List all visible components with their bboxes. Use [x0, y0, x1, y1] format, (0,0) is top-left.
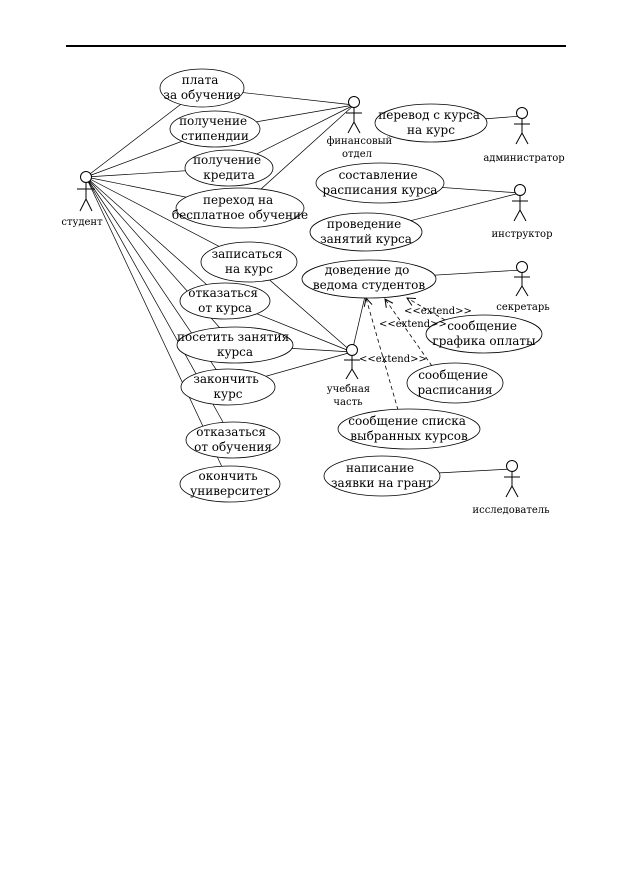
extend-label-timetable: <<extend>> — [379, 319, 447, 330]
use-case-attend-course — [177, 327, 293, 363]
stick-figure-icon — [504, 461, 520, 498]
actor-label-secretary: секретарь — [496, 302, 550, 313]
actor-admin — [483, 108, 564, 165]
use-case-enroll-course — [201, 242, 297, 282]
use-case-credit — [185, 150, 273, 186]
actor-researcher — [472, 461, 550, 517]
use-case-label: плата за обучение — [163, 73, 241, 102]
use-case-label: окончить университет — [190, 469, 270, 498]
use-case-label: посетить занятия курса — [177, 330, 290, 359]
extend-label-pay-schedule: <<extend>> — [404, 306, 472, 317]
actor-label-academic: учебная часть — [326, 384, 371, 408]
use-case-label: получение кредита — [193, 153, 262, 182]
use-case-finish-course — [181, 369, 275, 405]
use-case-graduate — [180, 466, 280, 502]
stick-figure-icon — [514, 262, 530, 297]
use-case-grant — [324, 456, 440, 496]
extend-label-course-list: <<extend>> — [359, 354, 427, 365]
use-case-label: перевод с курса на курс — [378, 108, 480, 137]
use-case-schedule — [316, 163, 444, 203]
use-case-label: получение стипендии — [179, 114, 249, 143]
use-case-label: проведение занятий курса — [320, 217, 412, 246]
use-case-label: сообщение графика оплаты — [432, 319, 536, 348]
use-case-notify-students — [302, 260, 436, 298]
use-case-label: составление расписания курса — [322, 168, 438, 197]
use-case-label: закончить курс — [193, 372, 259, 401]
use-case-timetable — [407, 363, 503, 403]
actor-label-student: студент — [61, 217, 103, 228]
use-case-free-education — [172, 188, 308, 228]
use-case-tuition — [160, 69, 244, 107]
use-case-teach — [310, 213, 422, 251]
use-case-label: записаться на курс — [211, 247, 283, 276]
stick-figure-icon — [514, 108, 530, 145]
stick-figure-icon — [344, 345, 360, 380]
actor-secretary — [496, 262, 550, 314]
actor-label-instructor: инструктор — [491, 229, 553, 240]
actor-label-researcher: исследователь — [472, 505, 550, 516]
actor-label-admin: администратор — [483, 153, 565, 164]
use-case-label: написание заявки на грант — [330, 461, 434, 490]
use-case-course-list — [338, 409, 480, 449]
use-case-drop-course — [180, 283, 270, 319]
use-case-drop-study — [186, 422, 280, 458]
use-case-label: отказаться от обучения — [194, 425, 272, 454]
use-case-transfer — [375, 104, 487, 142]
stick-figure-icon — [512, 185, 528, 222]
actor-instructor — [492, 185, 553, 241]
use-case-label: сообщение расписания — [417, 368, 493, 397]
use-case-label: переход на бесплатное обучение — [171, 193, 309, 222]
use-case-stipend — [170, 111, 260, 147]
use-case-label: доведение до ведома студентов — [312, 263, 426, 292]
actor-label-finance: финансовый отдел — [326, 136, 393, 160]
use-case-label: отказаться от курса — [188, 286, 258, 315]
stick-figure-icon — [346, 97, 362, 134]
use-case-label: сообщение списка выбранных курсов — [348, 414, 468, 443]
